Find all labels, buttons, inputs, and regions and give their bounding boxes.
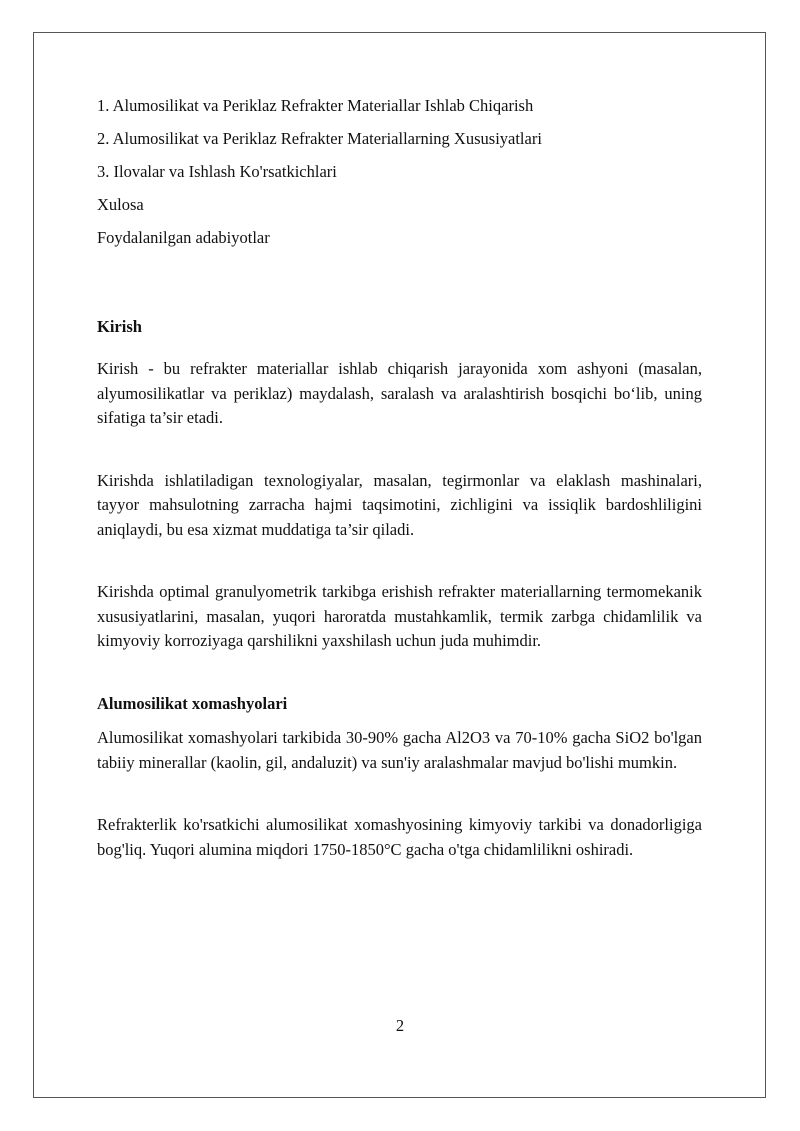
paragraph: Kirishda ishlatiladigan texnologiyalar, masalan, tegirmonlar va elaklash mashinalari, tayyor mahsulotning zarracha hajmi taqsimotini, zichligini va issiqlik bardoshliligini aniqlaydi, bu esa xizmat muddatiga ta’sir qiladi. — [97, 470, 702, 539]
section-heading-alumosilikat: Alumosilikat xomashyolari — [97, 693, 288, 713]
toc-item: Xulosa — [97, 195, 144, 214]
page-content — [97, 94, 702, 862]
paragraph: Kirishda optimal granulyometrik tarkibga erishish refrakter materiallarning termomekanik xususiyatlarini, masalan, yuqori haroratda mustahkamlik, termik zarbga chidamlilik va kimyoviy korroziyaga qarshilikni yaxshilash uchun juda muhimdir. — [97, 582, 702, 650]
toc-item: 1. Alumosilikat va Periklaz Refrakter Materiallar Ishlab Chiqarish — [97, 96, 534, 115]
paragraph: Refrakterlik ko'rsatkichi alumosilikat xomashyosining kimyoviy tarkibi va donadorligiga bog'liq. Yuqori alumina miqdori 1750-1850°C gacha o'tga chidamlilikni oshiradi. — [97, 815, 702, 859]
toc-item: Foydalanilgan adabiyotlar — [97, 228, 270, 247]
paragraph: Kirish - bu refrakter materiallar ishlab chiqarish jarayonida xom ashyoni (masalan, alyumosilikatlar va periklaz) maydalash, saralash va aralashtirish bosqichi bo‘lib, uning sifatiga ta’sir etadi. — [97, 359, 702, 427]
toc-item: 3. Ilovalar va Ishlash Ko'rsatkichlari — [97, 162, 337, 181]
section-heading-kirish: Kirish — [97, 316, 142, 336]
page-number: 2 — [395, 1016, 405, 1035]
table-of-contents — [97, 94, 702, 251]
paragraph: Alumosilikat xomashyolari tarkibida 30-90% gacha Al2O3 va 70-10% gacha SiO2 bo'lgan tabiiy minerallar (kaolin, gil, andaluzit) va sun'iy aralashmalar mavjud bo'lishi mumkin. — [97, 728, 702, 772]
toc-item: 2. Alumosilikat va Periklaz Refrakter Materiallarning Xususiyatlari — [97, 129, 542, 148]
